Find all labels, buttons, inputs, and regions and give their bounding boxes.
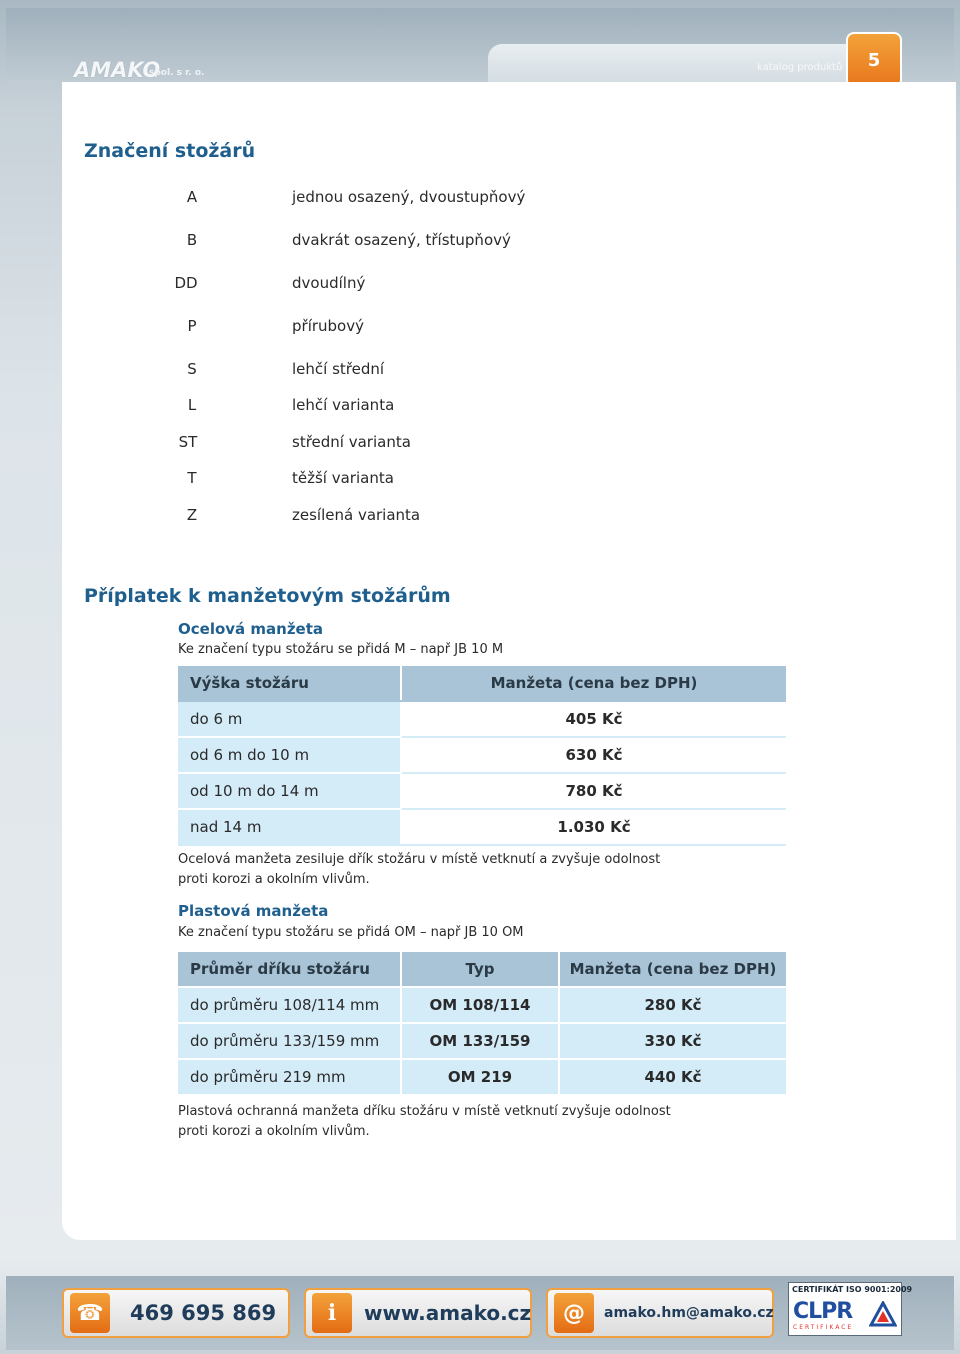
marking-code: S: [187, 360, 197, 378]
cert-sub: CERTIFIKACE: [793, 1324, 854, 1331]
cert-triangle-icon: [869, 1301, 897, 1329]
table-cell: 280 Kč: [560, 988, 786, 1022]
table-header-cell: Průměr dříku stožáru: [178, 952, 400, 986]
marking-desc: dvoudílný: [292, 274, 366, 292]
catalog-label: katalog produktů: [757, 62, 843, 73]
marking-code: B: [186, 231, 198, 249]
marking-code: P: [187, 317, 197, 335]
marking-code: A: [186, 188, 198, 206]
table-divider: [178, 844, 786, 846]
steel-cuff-note-line1: Ocelová manžeta zesiluje dřík stožáru v místě vetknutí a zvyšuje odolnost: [178, 852, 661, 867]
steel-cuff-note-line2: proti korozi a okolním vlivům.: [178, 872, 370, 887]
marking-desc: lehčí střední: [292, 360, 385, 378]
phone-icon: ☎: [70, 1293, 110, 1333]
table-cell: do průměru 108/114 mm: [178, 988, 400, 1022]
table-cell: do průměru 133/159 mm: [178, 1024, 400, 1058]
table-divider: [402, 736, 786, 738]
table-cell: od 10 m do 14 m: [178, 774, 400, 808]
marking-desc: zesílená varianta: [292, 506, 421, 524]
plastic-cuff-note-line1: Plastová ochranná manžeta dříku stožáru v místě vetknutí zvyšuje odolnost: [178, 1104, 671, 1119]
table-cell: do 6 m: [178, 702, 400, 736]
marking-desc: těžší varianta: [292, 469, 394, 487]
iso-certificate-badge: [788, 1282, 913, 1336]
table-cell: 630 Kč: [402, 738, 786, 772]
footer-phone-box[interactable]: [62, 1288, 290, 1338]
footer-web-box[interactable]: [304, 1288, 532, 1338]
table-divider: [178, 700, 786, 702]
table-cell: do průměru 219 mm: [178, 1060, 400, 1094]
surcharge-title: Příplatek k manžetovým stožárům: [84, 585, 451, 607]
info-icon: i: [312, 1293, 352, 1333]
table-divider: [402, 808, 786, 810]
marking-code: T: [187, 469, 197, 487]
footer-email-link[interactable]: amako.hm@amako.cz: [604, 1305, 774, 1321]
steel-cuff-instruction: Ke značení typu stožáru se přidá M – např JB 10 M: [178, 642, 504, 657]
table-cell: 330 Kč: [560, 1024, 786, 1058]
marking-code: DD: [174, 274, 198, 292]
marking-desc: jednou osazený, dvoustupňový: [292, 188, 526, 206]
at-icon: @: [554, 1293, 594, 1333]
footer-phone: 469 695 869: [130, 1301, 277, 1325]
marking-code: Z: [186, 506, 198, 524]
table-cell: 405 Kč: [402, 702, 786, 736]
marking-desc: dvakrát osazený, třístupňový: [292, 231, 511, 249]
table-cell: 1.030 Kč: [402, 810, 786, 844]
table-cell: OM 133/159: [402, 1024, 558, 1058]
steel-cuff-heading: Ocelová manžeta: [178, 620, 324, 638]
table-header-cell: Výška stožáru: [178, 666, 400, 700]
footer-email-box[interactable]: [546, 1288, 774, 1338]
table-cell: 780 Kč: [402, 774, 786, 808]
table-cell: od 6 m do 10 m: [178, 738, 400, 772]
table-cell: 440 Kč: [560, 1060, 786, 1094]
table-header-cell: Manžeta (cena bez DPH): [402, 666, 786, 700]
cert-title: CERTIFIKÁT ISO 9001:2009: [792, 1285, 913, 1294]
table-divider: [402, 772, 786, 774]
marking-desc: střední varianta: [292, 433, 411, 451]
page-number-badge: 5: [846, 32, 902, 88]
plastic-cuff-note-line2: proti korozi a okolním vlivům.: [178, 1124, 370, 1139]
cert-logo: CLPR: [793, 1299, 853, 1324]
footer-web-link[interactable]: www.amako.cz: [364, 1301, 532, 1325]
marking-code: L: [187, 396, 197, 414]
marking-title: Značení stožárů: [84, 140, 256, 162]
marking-code: ST: [178, 433, 198, 451]
company-logo-sub: spol. s r. o.: [149, 68, 205, 78]
table-cell: nad 14 m: [178, 810, 400, 844]
marking-desc: lehčí varianta: [292, 396, 395, 414]
company-logo: AMAKO: [74, 58, 161, 82]
table-header-cell: Manžeta (cena bez DPH): [560, 952, 786, 986]
table-header-cell: Typ: [402, 952, 558, 986]
table-cell: OM 219: [402, 1060, 558, 1094]
marking-desc: přírubový: [292, 317, 364, 335]
plastic-cuff-heading: Plastová manžeta: [178, 902, 329, 920]
plastic-cuff-instruction: Ke značení typu stožáru se přidá OM – např JB 10 OM: [178, 925, 524, 940]
table-cell: OM 108/114: [402, 988, 558, 1022]
